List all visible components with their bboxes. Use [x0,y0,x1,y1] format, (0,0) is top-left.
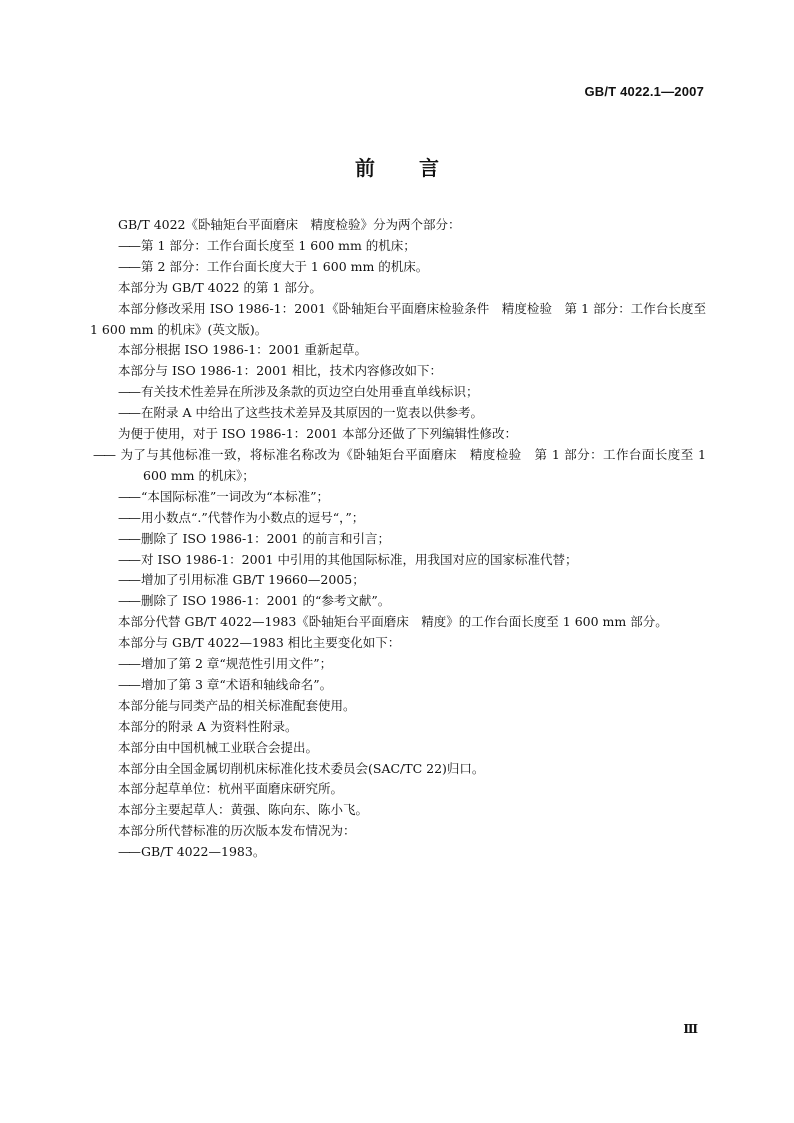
list-item [90,654,706,675]
list-item-text: 在附录 A 中给出了这些技术差异及其原因的一览表以供参考。 [141,405,483,421]
paragraph: 本部分代替 GB/T 4022—1983《卧轴矩台平面磨床 精度》的工作台面长度至 1 600 mm 部分。 [118,614,668,630]
page-title: 前言 [355,156,483,180]
list-item-text: 第 1 部分：工作台面长度至 1 600 mm 的机床； [141,237,416,253]
paragraph: 本部分由中国机械工业联合会提出。 [118,739,319,755]
em-dash: —— [118,530,139,546]
list-item [90,570,706,591]
list-item-text: 删除了 ISO 1986-1：2001 的“参考文献”。 [141,593,391,609]
em-dash: —— [118,384,139,400]
paragraph: 本部分根据 ISO 1986-1：2001 重新起草。 [118,342,367,358]
list-item [90,236,706,257]
list-item [90,382,706,403]
standard-number: GB/T 4022.1—2007 [584,84,704,99]
paragraph: 本部分所代替标准的历次版本发布情况为： [118,823,356,839]
em-dash: —— [118,656,139,672]
list-item-text: 删除了 ISO 1986-1：2001 的前言和引言； [141,530,390,546]
em-dash: —— [118,509,139,525]
list-item [90,403,706,424]
list-item [90,550,706,571]
paragraph: 本部分修改采用 ISO 1986-1：2001《卧轴矩台平面磨床检验条件 精度检验 第 1 部分：工作台长度至 1 600 mm 的机床》(英文版)。 [90,300,706,337]
list-item-text: “本国际标准”一词改为“本标准”； [141,488,330,504]
paragraph: 本部分与 GB/T 4022—1983 相比主要变化如下： [118,635,401,651]
list-item-text: 为了与其他标准一致，将标准名称改为《卧轴矩台平面磨床 精度检验 第 1 部分：工作台面长度至 1 600 mm 的机床》； [120,446,706,483]
list-item-text: 增加了第 2 章“规范性引用文件”； [141,656,333,672]
list-item-text: 第 2 部分：工作台面长度大于 1 600 mm 的机床。 [141,258,429,274]
em-dash: —— [118,844,139,860]
paragraph: 本部分的附录 A 为资料性附录。 [118,718,298,734]
list-item [90,529,706,550]
list-item-text: 增加了第 3 章“术语和轴线命名”。 [141,676,333,692]
list-item-text: 用小数点“.”代替作为小数点的逗号“，”； [141,509,365,525]
paragraph: 为便于使用，对于 ISO 1986-1：2001 本部分还做了下列编辑性修改： [118,426,517,442]
paragraph: 本部分能与同类产品的相关标准配套使用。 [118,697,356,713]
list-item [90,487,706,508]
list-item [90,675,706,696]
list-item [90,257,706,278]
paragraph: 本部分由全国金属切削机床标准化技术委员会(SAC/TC 22)归口。 [118,760,485,776]
list-item [90,842,706,863]
em-dash: —— [118,488,139,504]
preface-body [90,215,706,863]
paragraph: 本部分主要起草人：黄强、陈向东、陈小飞。 [118,802,369,818]
em-dash: —— [118,572,139,588]
em-dash: —— [118,551,139,567]
paragraph: 本部分为 GB/T 4022 的第 1 部分。 [118,279,322,295]
list-item: —— 为了与其他标准一致，将标准名称改为《卧轴矩台平面磨床 精度检验 第 1 部分：工作台面长度至 1 600 mm 的机床》； [93,446,706,483]
list-item-text: 有关技术性差异在所涉及条款的页边空白处用垂直单线标识； [141,384,479,400]
em-dash: —— [118,237,139,253]
em-dash: —— [118,405,139,421]
list-item-text: 增加了引用标准 GB/T 19660—2005； [141,572,365,588]
em-dash: —— [118,258,139,274]
page-number: Ⅲ [683,1022,698,1036]
paragraph: GB/T 4022《卧轴矩台平面磨床 精度检验》分为两个部分： [118,217,461,232]
list-item [90,508,706,529]
em-dash: —— [118,593,139,609]
em-dash: —— [118,676,139,692]
list-item [90,591,706,612]
paragraph: 本部分起草单位：杭州平面磨床研究所。 [118,781,344,797]
paragraph: 本部分与 ISO 1986-1：2001 相比，技术内容修改如下： [118,363,442,379]
list-item-text: 对 ISO 1986-1：2001 中引用的其他国际标准，用我国对应的国家标准代替； [141,551,578,567]
list-item-text: GB/T 4022—1983。 [141,844,266,860]
